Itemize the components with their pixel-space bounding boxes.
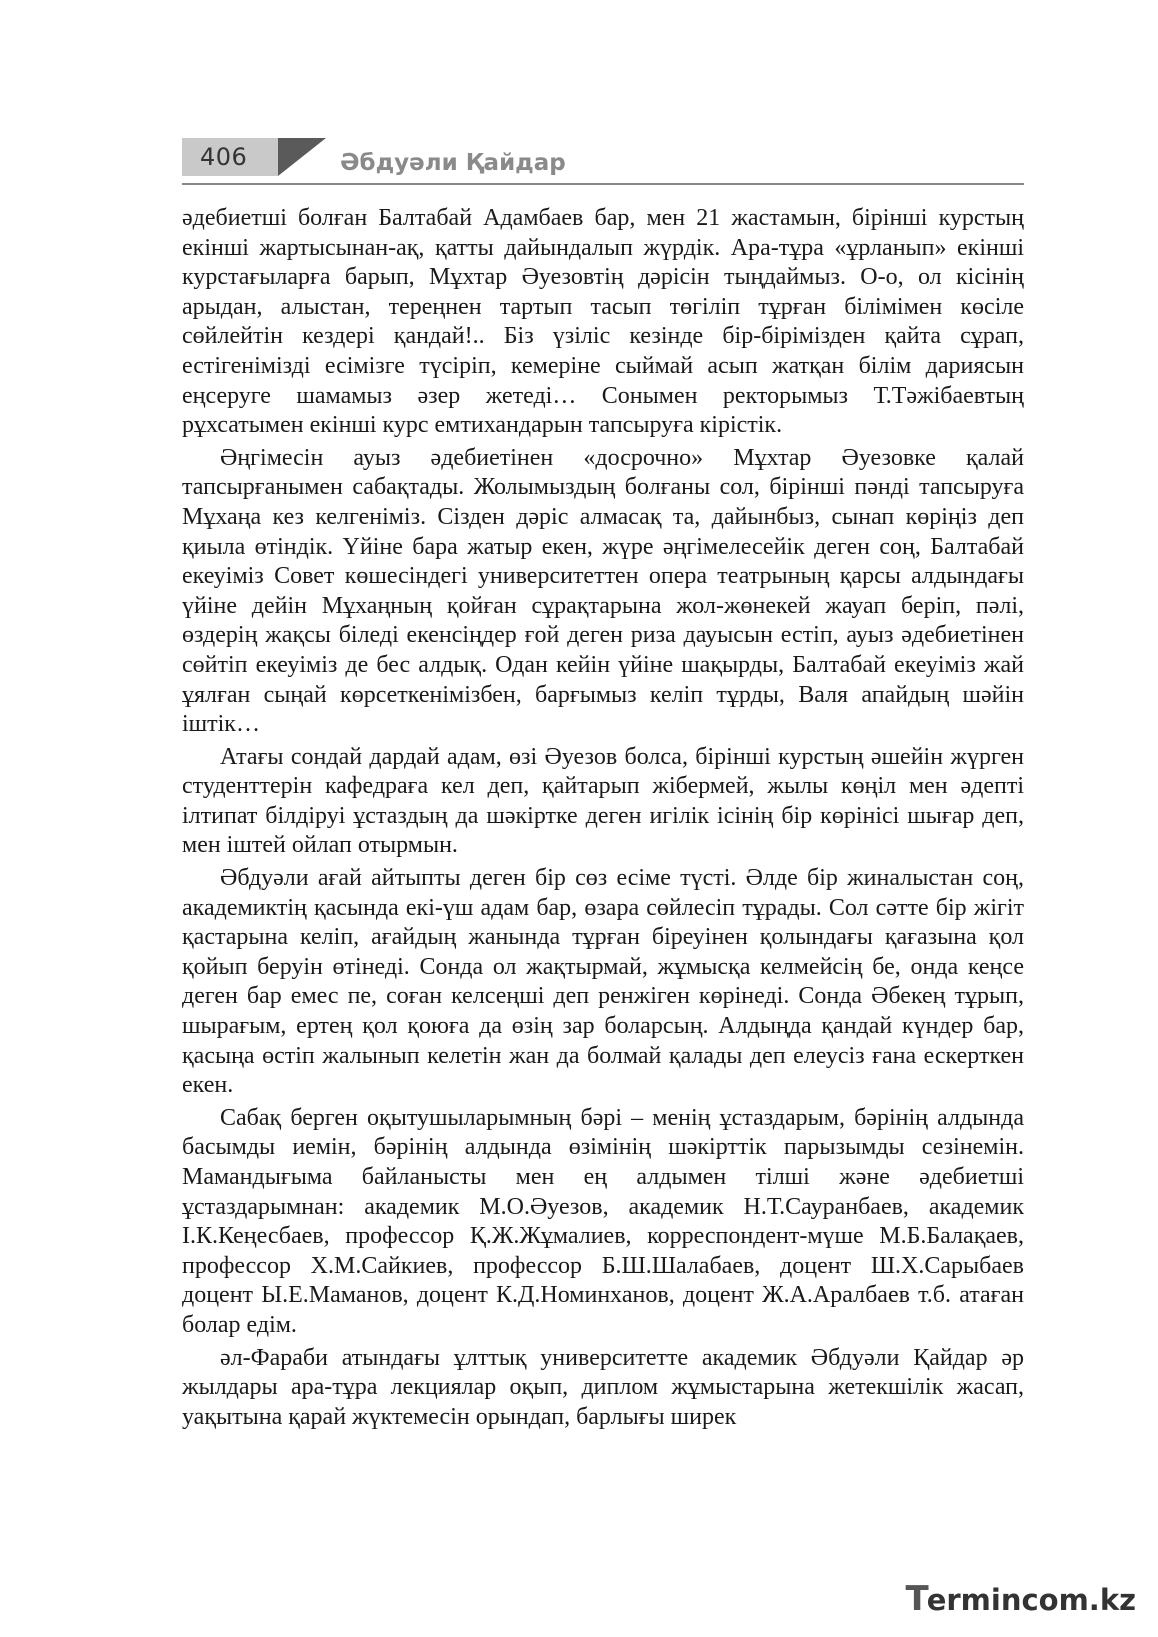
watermark-logo-mark: T (905, 1579, 929, 1619)
body-text (182, 204, 1024, 1432)
paragraph-4: Әбдуәли ағай айтыпты деген бір сөз есіме түсті. Әлде бір жиналыстан соң, академиктің қасында екі-үш адам бар, өзара сөйлесіп тұрады. Сол сәтте бір жігіт қастарына келіп, ағайдың жанында тұрған біреуінен қолындағы қағазына қол қойып беруін өтінеді. Сонда ол жақтырмай, жұмысқа келмейсің бе, онда кеңсе деген бар емес пе, соған келсеңші деп ренжіген көрінеді. Сонда Әбекең тұрып, шырағым, ертең қол қоюға да өзің зар боларсың. Алдыңда қандай күндер бар, қасыңа өстіп жалынып келетін жан да болмай қалады деп елеусіз ғана ескерткен екен. (182, 865, 1024, 1099)
page-header (182, 138, 1024, 186)
running-title: Әбдуәли Қайдар (340, 150, 566, 176)
paragraph-6: әл-Фараби атындағы ұлттық университетте академик Әбдуәли Қайдар әр жылдары ара-тұра лекциялар оқып, диплом жұмыстарына жетекшілік жасап, уақытына қарай жүктемесін орындап, барлығы ширек (182, 1344, 1024, 1430)
page-number: 406 (200, 143, 248, 171)
paragraph-3: Атағы сондай дардай адам, өзі Әуезов болса, бірінші курстың әшейін жүрген студенттерін кафедраға кел деп, қайтарып жібермей, жылы көңіл мен әдепті ілтипат білдіруі ұстаздың да шәкіртке деген игілік ісінің бір көрінісі шығар деп, мен іштей ойлап отырмын. (182, 743, 1024, 859)
paragraph-5: Сабақ берген оқытушыларымның бәрі – менің ұстаздарым, бәрінің алдында басымды иемін, бәрінің алдында өзімінің шәкірттік парызымды сезінемін. Мамандығыма байланысты мен ең алдымен тілші және әдебиетші ұстаздарымнан: академик М.О.Әуезов, академик Н.Т.Сауранбаев, академик І.К.Кеңесбаев, профессор Қ.Ж.Жұмалиев, корреспондент-мүше М.Б.Балақаев, профессор Х.М.Сайкиев, профессор Б.Ш.Шалабаев, доцент Ш.Х.Сарыбаев доцент Ы.Е.Маманов, доцент К.Д.Номинханов, доцент Ж.А.Аралбаев т.б. атаған болар едім. (182, 1104, 1024, 1338)
paragraph-1: әдебиетші болған Балтабай Адамбаев бар, мен 21 жастамын, бірінші курстың екінші жартысынан-ақ, қатты дайындалып жүрдік. Ара-тұра «ұрланып» екінші курстағыларға барып, Мұхтар Әуезовтің дәрісін тыңдаймыз. О-о, ол кісінің арыдан, алыстан, тереңнен тартып тасып төгіліп тұрған білімімен көсіле сөйлейтін кездері қандай!.. Біз үзіліс кезінде бір-бірімізден қайта сұрап, естігенімізді есімізге түсіріп, кемеріне сыймай асып жатқан білім дариясын еңсеруге шамамыз әзер жетеді… Сонымен ректорымыз Т.Тәжібаевтың рұхсатымен екінші курс емтихандарын тапсыруға кірістік. (182, 205, 1024, 439)
watermark-logo-text: ermincom.kz (926, 1583, 1136, 1617)
header-rule (182, 183, 1024, 185)
watermark-logo (906, 1579, 1137, 1619)
paragraph-2: Әңгімесін ауыз әдебиетінен «досрочно» Мұхтар Әуезовке қалай тапсырғанымен сабақтады. Жолымыздың болғаны сол, бірінші пәнді тапсыруға Мұхаңа кез келгеніміз. Сізден дәріс алмасақ та, дайынбыз, сынап көріңіз деп қиыла өтіндік. Үйіне бара жатыр екен, жүре әңгімелесейік деген соң, Балтабай екеуіміз Совет көшесіндегі университеттен опера театрының қарсы алдындағы үйіне дейін Мұхаңның қойған сұрақтарына жол-жөнекей жауап беріп, пәлі, өздерің жақсы біледі екенсіңдер ғой деген риза дауысын естіп, ауыз әдебиетінен сөйтіп екеуіміз де бес алдық. Одан кейін үйіне шақырды, Балтабай екеуіміз жай ұялған сыңай көрсеткенімізбен, барғымыз келіп тұрды, Валя апайдың шәйін іштік… (182, 444, 1024, 738)
page-tab-slant-decoration (278, 138, 326, 176)
